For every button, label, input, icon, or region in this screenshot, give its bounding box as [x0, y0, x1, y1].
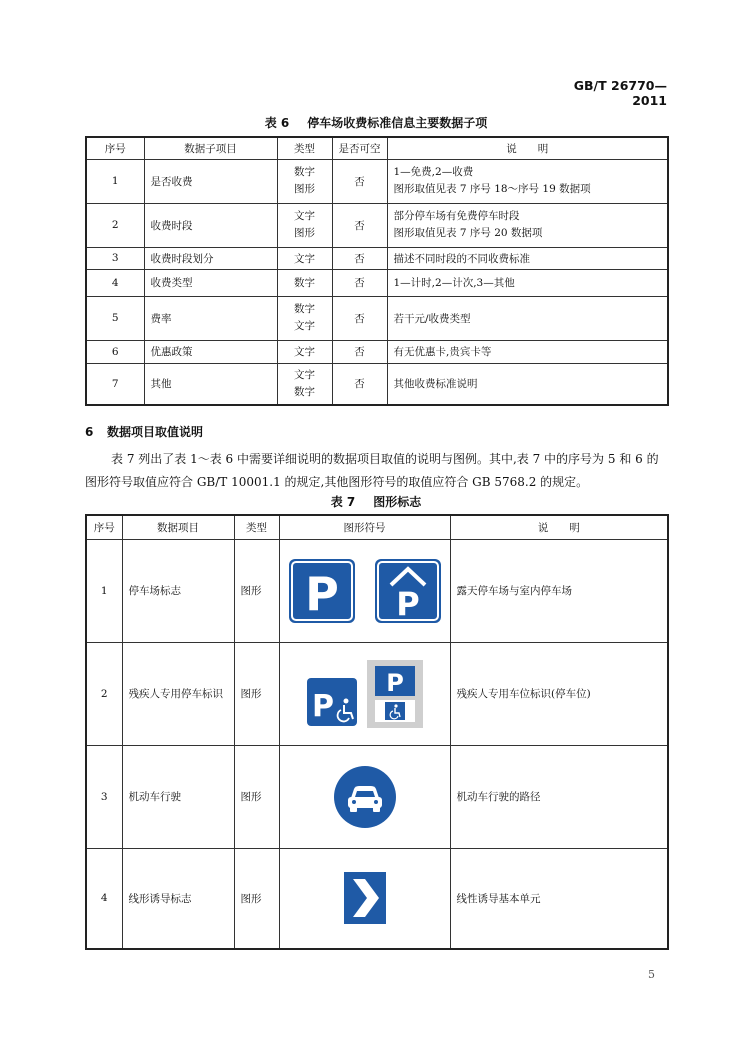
table6-caption-number: 表 6 — [264, 116, 290, 130]
table6-caption — [85, 114, 667, 131]
row-nullable: 否 — [332, 363, 387, 405]
table6-header-no: 序号 — [86, 137, 144, 159]
table-row — [86, 247, 668, 269]
row-desc: 部分停车场有免费停车时段 图形取值见表 7 序号 20 数据项 — [387, 203, 668, 247]
table7 — [85, 514, 669, 950]
row-symbol — [279, 642, 450, 745]
svg-text:P: P — [385, 668, 404, 697]
row-type: 文字 — [277, 247, 332, 269]
row-desc: 若干元/收费类型 — [387, 296, 668, 340]
row-desc: 1—计时,2—计次,3—其他 — [387, 269, 668, 296]
row-symbol — [279, 539, 450, 642]
row-item: 残疾人专用停车标识 — [122, 642, 234, 745]
row-type: 图形 — [234, 642, 279, 745]
row-type: 图形 — [234, 848, 279, 949]
row-item: 费率 — [144, 296, 277, 340]
table-row — [86, 159, 668, 203]
row-item: 是否收费 — [144, 159, 277, 203]
row-nullable: 否 — [332, 340, 387, 363]
row-type: 文字 数字 — [277, 363, 332, 405]
row-number: 1 — [86, 539, 122, 642]
section-title: 数据项目取值说明 — [107, 425, 204, 439]
table-row — [86, 296, 668, 340]
table7-caption-number: 表 7 — [330, 495, 356, 509]
table7-header-type: 类型 — [234, 515, 279, 539]
table-row — [86, 363, 668, 405]
row-nullable: 否 — [332, 203, 387, 247]
table6-caption-title: 停车场收费标准信息主要数据子项 — [307, 116, 488, 130]
row-type: 图形 — [234, 539, 279, 642]
accessible-parking-signs-image — [305, 658, 425, 730]
table7-header-desc: 说 明 — [450, 515, 668, 539]
row-desc: 露天停车场与室内停车场 — [450, 539, 668, 642]
row-type: 数字 文字 — [277, 296, 332, 340]
table6-header-row — [86, 137, 668, 159]
table-row — [86, 642, 668, 745]
row-nullable: 否 — [332, 296, 387, 340]
row-nullable: 否 — [332, 159, 387, 203]
row-number: 7 — [86, 363, 144, 405]
row-desc: 线性诱导基本单元 — [450, 848, 668, 949]
row-item: 机动车行驶 — [122, 745, 234, 848]
row-item: 收费时段 — [144, 203, 277, 247]
section-heading — [85, 423, 203, 440]
table-row — [86, 539, 668, 642]
row-number: 2 — [86, 203, 144, 247]
table-row — [86, 203, 668, 247]
table-row — [86, 848, 668, 949]
row-desc: 残疾人专用车位标识(停车位) — [450, 642, 668, 745]
row-desc: 其他收费标准说明 — [387, 363, 668, 405]
row-symbol — [279, 848, 450, 949]
table6-header-type: 类型 — [277, 137, 332, 159]
indoor-parking-icon — [375, 559, 441, 623]
row-number: 1 — [86, 159, 144, 203]
row-item: 其他 — [144, 363, 277, 405]
svg-text:P: P — [304, 566, 339, 621]
row-number: 3 — [86, 745, 122, 848]
svg-text:P: P — [395, 584, 420, 623]
table-row — [86, 340, 668, 363]
row-desc: 机动车行驶的路径 — [450, 745, 668, 848]
section-paragraph: 表 7 列出了表 1～表 6 中需要详细说明的数据项目取值的说明与图例。其中,表 7 中的序号为 5 和 6 的图形符号取值应符合 GB/T 10001.1 的规定,其他图形符号的取值应符合 GB 5768.2 的规定。 — [85, 452, 659, 489]
table7-header-row — [86, 515, 668, 539]
table7-header-no: 序号 — [86, 515, 122, 539]
row-type: 数字 — [277, 269, 332, 296]
row-type: 文字 — [277, 340, 332, 363]
row-item: 线形诱导标志 — [122, 848, 234, 949]
row-number: 3 — [86, 247, 144, 269]
table6 — [85, 136, 669, 406]
row-number: 4 — [86, 269, 144, 296]
table7-caption — [85, 493, 667, 510]
row-type: 数字 图形 — [277, 159, 332, 203]
row-number: 6 — [86, 340, 144, 363]
table6-header-desc: 说 明 — [387, 137, 668, 159]
table6-header-item: 数据子项目 — [144, 137, 277, 159]
row-desc: 描述不同时段的不同收费标准 — [387, 247, 668, 269]
chevron-sign-icon — [343, 871, 387, 925]
table7-caption-title: 图形标志 — [373, 495, 422, 509]
motor-vehicle-sign-icon — [332, 764, 398, 830]
accessible-parking-icon — [307, 678, 357, 726]
table-row — [86, 745, 668, 848]
row-number: 2 — [86, 642, 122, 745]
table7-header-symbol: 图形符号 — [279, 515, 450, 539]
row-item: 停车场标志 — [122, 539, 234, 642]
row-number: 4 — [86, 848, 122, 949]
row-nullable: 否 — [332, 247, 387, 269]
row-desc: 1—免费,2—收费 图形取值见表 7 序号 18～序号 19 数据项 — [387, 159, 668, 203]
table7-header-item: 数据项目 — [122, 515, 234, 539]
parking-signs-image — [287, 555, 443, 627]
section-number: 6 — [85, 425, 94, 439]
standard-code: GB/T 26770—2011 — [573, 78, 667, 108]
row-item: 收费类型 — [144, 269, 277, 296]
accessible-parking-space-icon — [367, 660, 423, 728]
row-number: 5 — [86, 296, 144, 340]
page-number: 5 — [648, 968, 655, 981]
row-desc: 有无优惠卡,贵宾卡等 — [387, 340, 668, 363]
table-row — [86, 269, 668, 296]
row-type: 图形 — [234, 745, 279, 848]
row-nullable: 否 — [332, 269, 387, 296]
open-air-parking-icon — [289, 559, 355, 623]
table6-header-nullable: 是否可空 — [332, 137, 387, 159]
row-type: 文字 图形 — [277, 203, 332, 247]
row-symbol — [279, 745, 450, 848]
row-item: 收费时段划分 — [144, 247, 277, 269]
row-item: 优惠政策 — [144, 340, 277, 363]
svg-text:P: P — [311, 688, 334, 724]
